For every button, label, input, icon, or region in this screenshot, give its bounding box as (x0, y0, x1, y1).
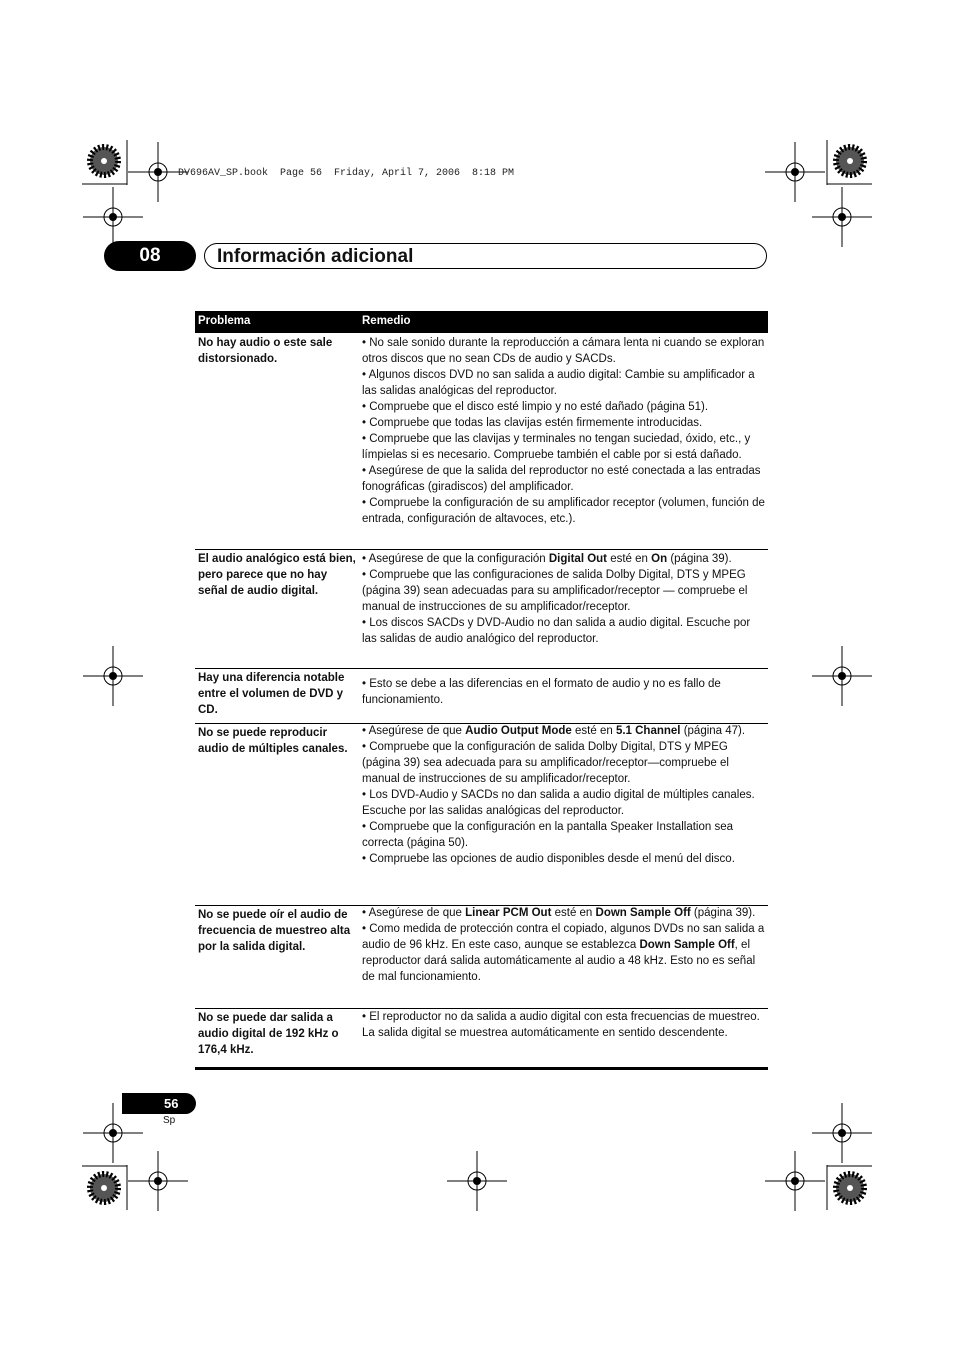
remedy-item: • Compruebe que el disco esté limpio y no esté dañado (página 51). (362, 401, 709, 413)
language-code: Sp (163, 1115, 176, 1126)
remedy-item: • Esto se debe a las diferencias en el formato de audio y no es fallo de funcionamiento. (362, 678, 721, 706)
crosshair-icon (447, 1151, 507, 1211)
crosshair-icon (812, 1103, 872, 1163)
table-row (195, 1008, 768, 1070)
book-info-line: DV696AV_SP.book Page 56 Friday, April 7, 2006 8:18 PM (178, 168, 515, 179)
remedy-cell (362, 676, 766, 708)
problem-cell: No se puede oír el audio de frecuencia de muestreo alta por la salida digital. (198, 909, 351, 953)
remedy-item: • Como medida de protección contra el copiado, algunos DVDs no san salida a audio de 96 kHz. En este caso, aunque se establezca Down Sample Off, el reproductor dará salida automáticamente al audio a 48 kHz. Esto no es señal de mal funcionamiento. (362, 923, 765, 983)
remedy-item: • Los discos SACDs y DVD-Audio no dan salida a audio digital. Escuche por las salidas de audio analógico del reproductor. (362, 617, 751, 645)
crosshair-icon (128, 1151, 188, 1211)
chapter-number-badge: 08 (104, 241, 196, 271)
remedy-item: • Compruebe la configuración de su amplificador receptor (volumen, función de entrada, configuración de altavoces, etc.). (362, 497, 765, 525)
table-row (195, 668, 768, 724)
table-row (195, 549, 768, 669)
remedy-cell (362, 1009, 766, 1041)
remedy-item: • Compruebe que la configuración de salida Dolby Digital, DTS y MPEG (página 39) sea adecuada para su amplificador/receptor—compruebe el manual de instrucciones de su amplificador/receptor. (362, 741, 729, 785)
remedy-item: • Compruebe que todas las clavijas estén firmemente introducidas. (362, 417, 703, 429)
problem-cell: El audio analógico está bien, pero parece que no hay señal de audio digital. (198, 553, 356, 597)
remedy-item: • Compruebe que la configuración en la pantalla Speaker Installation sea correcta (página 50). (362, 821, 733, 849)
problem-cell: No se puede reproducir audio de múltiples canales. (198, 727, 348, 755)
crosshair-icon (812, 646, 872, 706)
remedy-item: • Los DVD-Audio y SACDs no dan salida a audio digital de múltiples canales. Escuche por las salidas analógicas del reproductor. (362, 789, 755, 817)
remedy-item: • No sale sonido durante la reproducción a cámara lenta ni cuando se exploran otros discos que no sean CDs de audio y SACDs. (362, 337, 765, 365)
registration-star-icon (836, 147, 864, 175)
remedy-item: • Asegúrese de que la salida del reproductor no esté conectada a las entradas fonográficas (giradiscos) del amplificador. (362, 465, 761, 493)
column-header-problem: Problema (198, 315, 251, 327)
crosshair-icon (765, 142, 825, 202)
remedy-item: • Compruebe que las configuraciones de salida Dolby Digital, DTS y MPEG (página 39) sean adecuadas para su amplificador/receptor — compruebe el manual de instrucciones de su amplificador/receptor. (362, 569, 748, 613)
problem-cell: Hay una diferencia notable entre el volumen de DVD y CD. (198, 672, 345, 716)
table-row (195, 723, 768, 906)
remedy-item: • Asegúrese de que Linear PCM Out esté en Down Sample Off (página 39). (362, 907, 756, 919)
page-number: 56 (122, 1093, 196, 1114)
remedy-cell (362, 723, 766, 867)
remedy-item: • Asegúrese de que la configuración Digital Out esté en On (página 39). (362, 553, 732, 565)
crosshair-icon (765, 1151, 825, 1211)
table-header (195, 311, 768, 333)
table-row (195, 905, 768, 1009)
crosshair-icon (83, 187, 143, 247)
remedy-cell (362, 905, 766, 985)
registration-star-icon (90, 147, 118, 175)
registration-star-icon (836, 1174, 864, 1202)
crosshair-icon (812, 187, 872, 247)
column-header-remedy: Remedio (362, 315, 411, 327)
remedy-cell (362, 335, 766, 527)
chapter-title: Información adicional (204, 243, 767, 269)
remedy-item: • Compruebe las opciones de audio disponibles desde el menú del disco. (362, 853, 735, 865)
problem-cell: No se puede dar salida a audio digital de 192 kHz o 176,4 kHz. (198, 1012, 339, 1056)
problem-cell: No hay audio o este sale distorsionado. (198, 337, 333, 365)
remedy-cell (362, 551, 766, 647)
remedy-item: • Compruebe que las clavijas y terminales no tengan suciedad, óxido, etc., y límpielas si es necesario. Compruebe también el cable por si está dañado. (362, 433, 751, 461)
table-row (195, 333, 768, 550)
remedy-item: • El reproductor no da salida a audio digital con esta frecuencias de muestreo. La salida digital se muestrea automáticamente en sentido descendente. (362, 1011, 760, 1039)
remedy-item: • Algunos discos DVD no san salida a audio digital: Cambie su amplificador a las salidas analógicas del reproductor. (362, 369, 755, 397)
registration-star-icon (90, 1174, 118, 1202)
crosshair-icon (83, 646, 143, 706)
remedy-item: • Asegúrese de que Audio Output Mode esté en 5.1 Channel (página 47). (362, 725, 746, 737)
